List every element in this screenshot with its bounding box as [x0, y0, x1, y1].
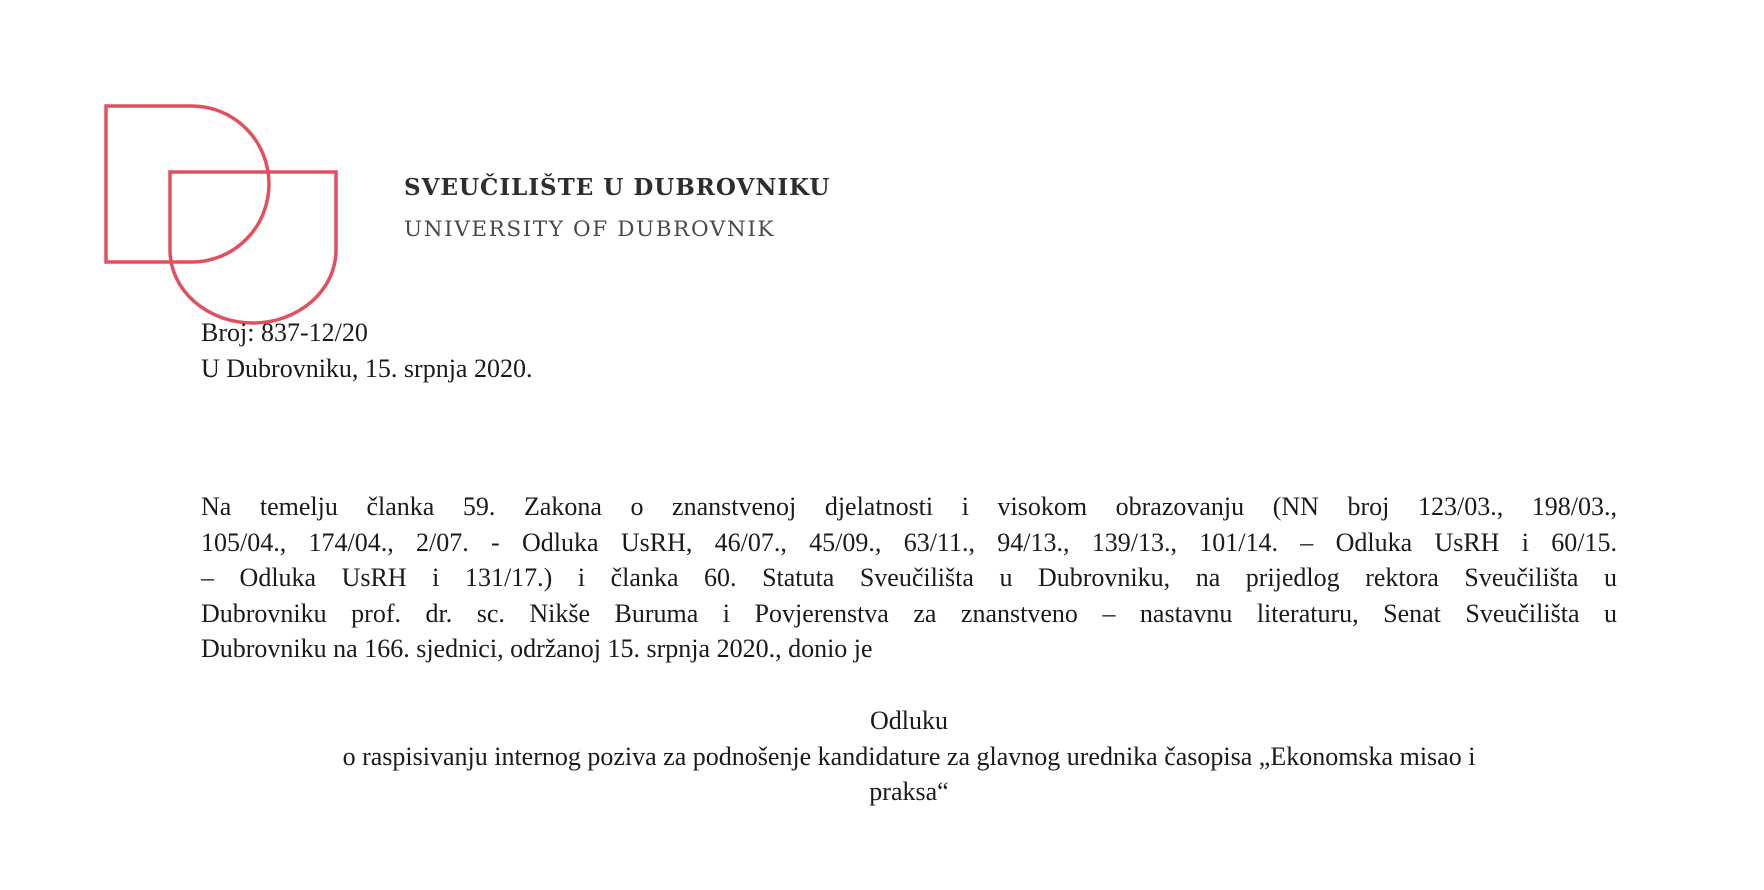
document-number: Broj: 837-12/20: [201, 318, 368, 347]
institution-name-english: UNIVERSITY OF DUBROVNIK: [404, 217, 776, 242]
decision-subtitle-line: o raspisivanju internog poziva za podnošenje kandidature za glavnog urednika časopisa „Ekonomska misao i: [342, 741, 1476, 771]
university-logo-icon: [104, 104, 340, 326]
intro-line: – Odluka UsRH i 131/17.) i članka 60. Statuta Sveučilišta u Dubrovniku, na prijedlog rektora Sveučilišta u: [201, 563, 1617, 592]
decision-heading: [201, 703, 1617, 810]
document-place-date: U Dubrovniku, 15. srpnja 2020.: [201, 354, 533, 383]
decision-subtitle-line: praksa“: [869, 777, 949, 806]
institution-name-croatian: SVEUČILIŠTE U DUBROVNIKU: [404, 174, 831, 201]
intro-line: 105/04., 174/04., 2/07. - Odluka UsRH, 46/07., 45/09., 63/11., 94/13., 139/13., 101/14. – Odluka UsRH i 60/15.: [201, 527, 1617, 557]
intro-paragraph: [201, 489, 1617, 667]
decision-title: Odluku: [870, 706, 948, 735]
intro-line: Dubrovniku prof. dr. sc. Nikše Buruma i Povjerenstva za znanstveno – nastavnu literaturu, Senat Sveučilišta u: [201, 598, 1617, 628]
intro-line: Na temelju članka 59. Zakona o znanstvenoj djelatnosti i visokom obrazovanju (NN broj 123/03., 198/03.,: [201, 492, 1617, 521]
intro-line: Dubrovniku na 166. sjednici, održanoj 15. srpnja 2020., donio je: [201, 634, 873, 663]
